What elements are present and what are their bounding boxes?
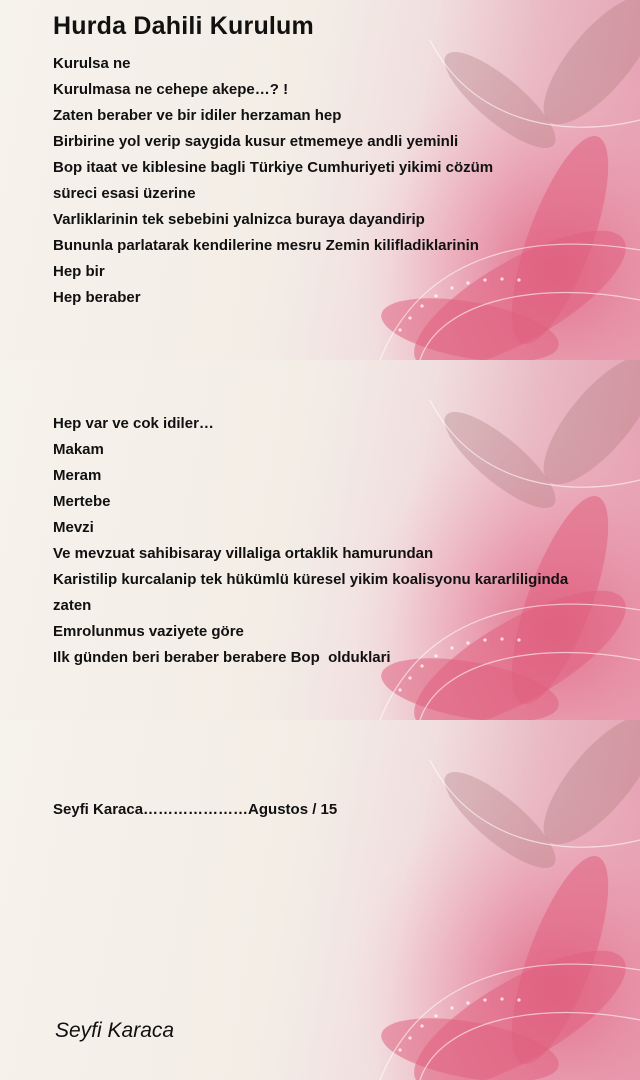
poem-line: Hep beraber xyxy=(53,289,141,306)
poem-line: Meram xyxy=(53,467,102,484)
poem-stanza xyxy=(53,411,623,671)
poem-line: Kurulsa ne xyxy=(53,55,131,72)
poem-line: süreci esasi üzerine xyxy=(53,185,196,202)
poem-line: Bop itaat ve kiblesine bagli Türkiye Cumhuriyeti yikimi cözüm xyxy=(53,159,494,176)
poem-signature-line xyxy=(53,797,623,823)
poem-line: Zaten beraber ve bir idiler herzaman hep xyxy=(53,107,342,124)
poem-line: Hep var ve cok idiler… xyxy=(53,415,214,432)
poem-line: Seyfi Karaca…………………Agustos / 15 xyxy=(53,801,338,818)
poem-line: zaten xyxy=(53,597,92,614)
poem-line: Mevzi xyxy=(53,519,94,536)
poem-line: Karistilip kurcalanip tek hükümlü küresel yikim koalisyonu kararliliginda xyxy=(53,571,569,588)
poem-line: Emrolunmus vaziyete göre xyxy=(53,623,244,640)
poem-stanza xyxy=(53,51,623,311)
poem-line: Makam xyxy=(53,441,104,458)
poem-line: Birbirine yol verip saygida kusur etmemeye andli yeminli xyxy=(53,133,459,150)
poem-line: Bununla parlatarak kendilerine mesru Zemin kilifladiklarinin xyxy=(53,237,479,254)
poem-line: Kurulmasa ne cehepe akepe…? ! xyxy=(53,81,289,98)
poem-line: Ilk günden beri beraber berabere Bop olduklari xyxy=(53,649,391,666)
poem-line: Ve mevzuat sahibisaray villaliga ortaklik hamurundan xyxy=(53,545,434,562)
poem-line: Mertebe xyxy=(53,493,111,510)
poem-title: Hurda Dahili Kurulum xyxy=(53,12,314,40)
author-name: Seyfi Karaca xyxy=(55,1019,175,1042)
poem-line: Hep bir xyxy=(53,263,105,280)
poem-line: Varliklarinin tek sebebini yalnizca buraya dayandirip xyxy=(53,211,425,228)
